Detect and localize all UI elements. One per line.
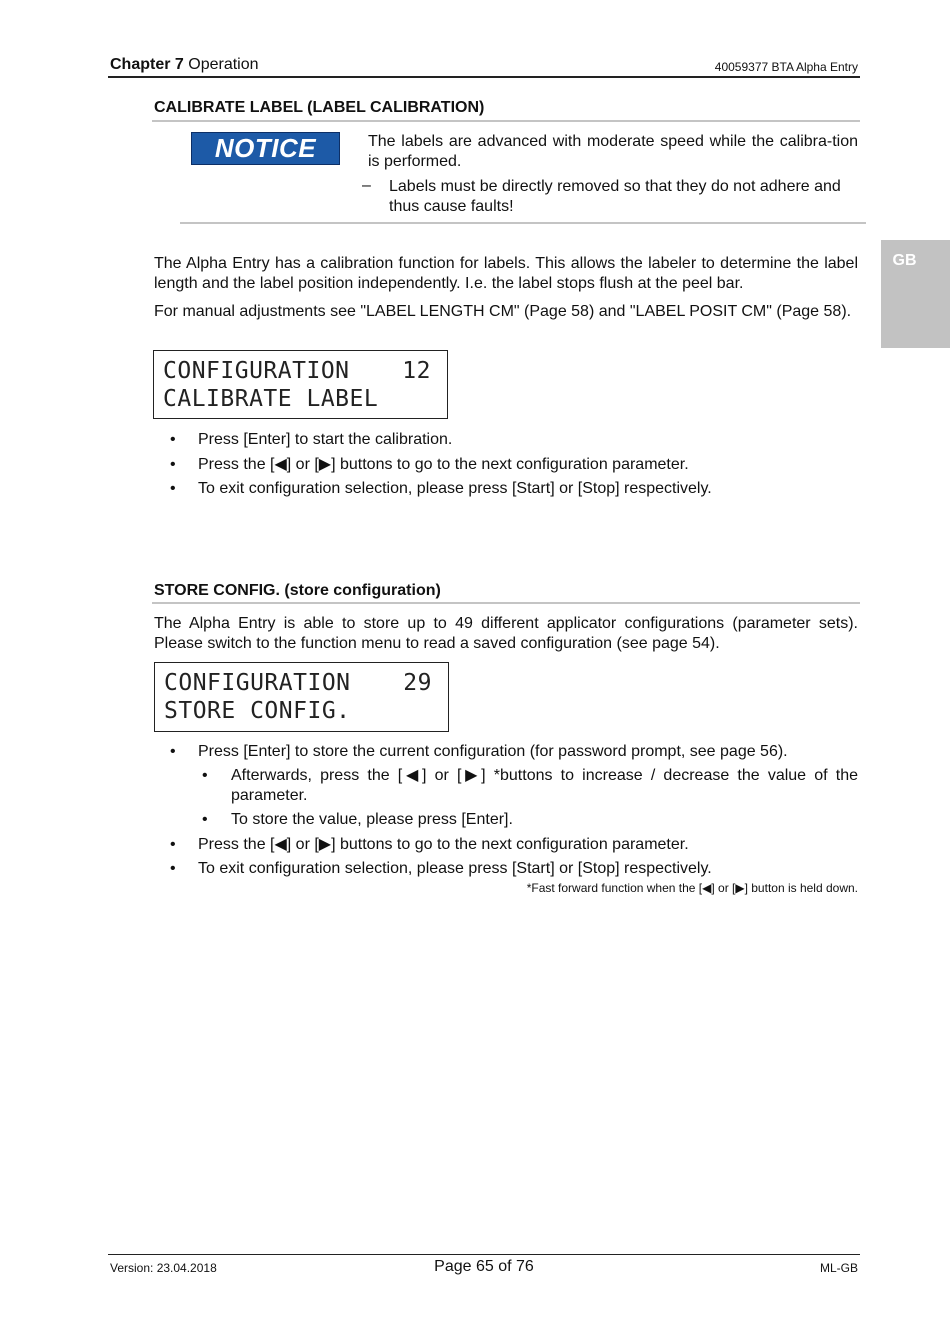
chapter-name: Operation: [183, 56, 259, 73]
bullet-icon: •: [170, 480, 176, 497]
notice-badge: NOTICE: [191, 132, 340, 165]
lcd-line-2: CALIBRATE LABEL: [163, 386, 379, 412]
lcd-parameter-number: 29: [403, 670, 432, 696]
section-rule: [152, 602, 860, 604]
lcd-display-calibrate: [153, 350, 448, 419]
footnote: *Fast forward function when the [◀] or [▶] button is held down.: [526, 881, 858, 895]
language-tab: [881, 240, 950, 348]
footer-rule: [108, 1254, 860, 1255]
list-item-text: Press the [◀] or [▶] buttons to go to the next configuration parameter.: [198, 836, 689, 853]
section-title-store-config: STORE CONFIG. (store configuration): [154, 582, 441, 599]
lcd-display-store: [154, 662, 449, 732]
page-number: Page 65 of 76: [434, 1258, 534, 1275]
manual-code: ML-GB: [819, 1261, 858, 1275]
lcd-parameter-number: 12: [402, 358, 431, 384]
version-date: Version: 23.04.2018: [110, 1261, 217, 1275]
notice-dash-icon: –: [362, 177, 371, 194]
paragraph-store-intro: The Alpha Entry is able to store up to 49 different applicator configurations (parameter sets). Please switch to the function menu to read a saved configuration (see page 54).: [154, 615, 858, 652]
list-item-text: To exit configuration selection, please press [Start] or [Stop] respectively.: [198, 860, 712, 877]
notice-rule: [180, 222, 866, 224]
lcd-title: CONFIGURATION: [164, 670, 351, 696]
list-item-text: To exit configuration selection, please press [Start] or [Stop] respectively.: [198, 480, 712, 497]
language-tab-label: GB: [892, 252, 917, 269]
lcd-line-1: [163, 357, 447, 385]
lcd-line-1: [164, 669, 448, 697]
bullet-icon: •: [202, 767, 208, 784]
bullet-icon: •: [170, 456, 176, 473]
section-title-calibrate-label: CALIBRATE LABEL (LABEL CALIBRATION): [154, 99, 485, 116]
sub-list-item-text: Afterwards, press the [◀] or [▶] *buttons to increase / decrease the value of the parameter.: [231, 767, 858, 804]
bullet-icon: •: [170, 836, 176, 853]
list-item-text: Press [Enter] to store the current configuration (for password prompt, see page 56).: [198, 743, 788, 760]
lcd-title: CONFIGURATION: [163, 358, 350, 384]
paragraph-calibration-intro: The Alpha Entry has a calibration function for labels. This allows the labeler to determine the label length and the label position independently. I.e. the label stops flush at the peel bar.: [154, 255, 858, 292]
bullet-icon: •: [202, 811, 208, 828]
header-rule: [108, 76, 860, 78]
sub-list-item-text: To store the value, please press [Enter].: [231, 811, 513, 828]
lcd-line-2: STORE CONFIG.: [164, 698, 351, 724]
section-rule: [152, 120, 860, 122]
bullet-icon: •: [170, 860, 176, 877]
list-item-text: Press [Enter] to start the calibration.: [198, 431, 453, 448]
notice-item: Labels must be directly removed so that they do not adhere and thus cause faults!: [389, 178, 841, 215]
notice-text: The labels are advanced with moderate speed while the calibra-tion is performed.: [368, 133, 858, 170]
document-id: 40059377 BTA Alpha Entry: [714, 60, 858, 74]
chapter-heading: [110, 56, 259, 74]
paragraph-manual-adjustments: For manual adjustments see "LABEL LENGTH CM" (Page 58) and "LABEL POSIT CM" (Page 58).: [154, 303, 852, 320]
bullet-icon: •: [170, 431, 176, 448]
list-item-text: Press the [◀] or [▶] buttons to go to the next configuration parameter.: [198, 456, 689, 473]
chapter-number: Chapter 7: [110, 56, 184, 73]
bullet-icon: •: [170, 743, 176, 760]
